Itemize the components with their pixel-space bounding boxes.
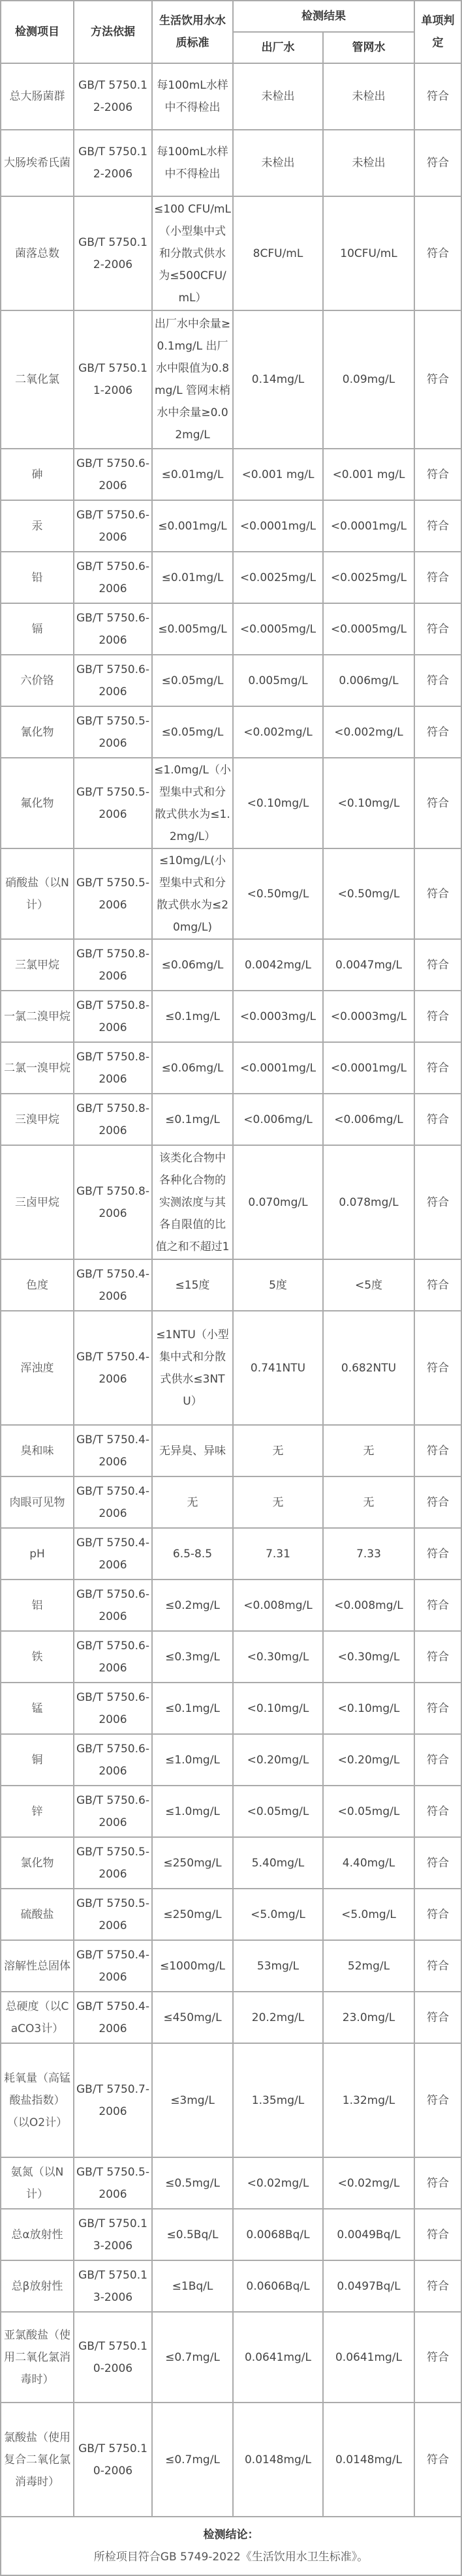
cell-plant: <0.02mg/L xyxy=(233,2157,323,2209)
cell-judge: 符合 xyxy=(414,848,461,939)
table-row xyxy=(1,130,461,196)
cell-network: <0.02mg/L xyxy=(323,2157,414,2209)
cell-judge: 符合 xyxy=(414,1940,461,1992)
cell-network: <0.0025mg/L xyxy=(323,552,414,603)
cell-item: 硫酸盐 xyxy=(1,1889,74,1940)
table-row xyxy=(1,1425,461,1476)
cell-method: GB/T 5750.4-2006 xyxy=(74,1311,152,1425)
cell-plant: 0.0148mg/L xyxy=(233,2403,323,2517)
cell-network: <0.05mg/L xyxy=(323,1786,414,1837)
cell-network: 7.33 xyxy=(323,1528,414,1580)
cell-limit: 该类化合物中各种化合物的实测浓度与其各自限值的比值之和不超过1 xyxy=(152,1145,233,1259)
cell-limit: ≤0.005mg/L xyxy=(152,603,233,655)
cell-method: GB/T 5750.8-2006 xyxy=(74,1145,152,1259)
cell-plant: <0.006mg/L xyxy=(233,1094,323,1145)
cell-item: 总β放射性 xyxy=(1,2260,74,2312)
cell-network: 0.682NTU xyxy=(323,1311,414,1425)
header-row-1 xyxy=(1,1,461,32)
cell-method: GB/T 5750.5-2006 xyxy=(74,2157,152,2209)
cell-method: GB/T 5750.6-2006 xyxy=(74,1734,152,1786)
cell-method: GB/T 5750.5-2006 xyxy=(74,706,152,758)
cell-item: 三氯甲烷 xyxy=(1,939,74,991)
table-row xyxy=(1,939,461,991)
cell-network: 0.078mg/L xyxy=(323,1145,414,1259)
cell-item: 硝酸盐（以N计） xyxy=(1,848,74,939)
cell-judge: 符合 xyxy=(414,552,461,603)
cell-method: GB/T 5750.10-2006 xyxy=(74,2312,152,2403)
table-row xyxy=(1,706,461,758)
cell-method: GB/T 5750.5-2006 xyxy=(74,848,152,939)
cell-limit: 无 xyxy=(152,1476,233,1528)
cell-limit: ≤0.7mg/L xyxy=(152,2403,233,2517)
cell-item: 一氯二溴甲烷 xyxy=(1,991,74,1042)
cell-limit: ≤0.1mg/L xyxy=(152,1094,233,1145)
cell-method: GB/T 5750.6-2006 xyxy=(74,603,152,655)
cell-judge: 符合 xyxy=(414,1683,461,1734)
cell-judge: 符合 xyxy=(414,449,461,500)
cell-network: 10CFU/mL xyxy=(323,196,414,310)
header-judge: 单项判定 xyxy=(414,1,461,63)
header-method: 方法依据 xyxy=(74,1,152,63)
conclusion-title: 检测结论： xyxy=(203,2528,259,2541)
cell-item: 汞 xyxy=(1,500,74,552)
cell-network: <0.30mg/L xyxy=(323,1631,414,1683)
cell-plant: 20.2mg/L xyxy=(233,1992,323,2043)
cell-method: GB/T 5750.6-2006 xyxy=(74,449,152,500)
cell-method: GB/T 5750.6-2006 xyxy=(74,1631,152,1683)
cell-judge: 符合 xyxy=(414,1094,461,1145)
table-row xyxy=(1,1889,461,1940)
cell-limit: ≤1.0mg/L xyxy=(152,1786,233,1837)
cell-limit: ≤0.3mg/L xyxy=(152,1631,233,1683)
cell-network: 0.09mg/L xyxy=(323,310,414,449)
cell-plant: <0.05mg/L xyxy=(233,1786,323,1837)
cell-judge: 符合 xyxy=(414,2043,461,2157)
conclusion-text: 所检项目符合GB 5749-2022《生活饮用水卫生标准》。 xyxy=(93,2551,369,2564)
cell-network: 0.0148mg/L xyxy=(323,2403,414,2517)
cell-item: 总大肠菌群 xyxy=(1,63,74,130)
cell-limit: ≤0.01mg/L xyxy=(152,552,233,603)
cell-plant: 0.14mg/L xyxy=(233,310,323,449)
cell-judge: 符合 xyxy=(414,1734,461,1786)
cell-method: GB/T 5750.5-2006 xyxy=(74,1837,152,1889)
table-body xyxy=(1,63,461,2517)
cell-network: 1.32mg/L xyxy=(323,2043,414,2157)
cell-network: 0.0497Bq/L xyxy=(323,2260,414,2312)
cell-judge: 符合 xyxy=(414,1311,461,1425)
cell-method: GB/T 5750.8-2006 xyxy=(74,1094,152,1145)
cell-method: GB/T 5750.6-2006 xyxy=(74,1580,152,1631)
cell-judge: 符合 xyxy=(414,2312,461,2403)
cell-method: GB/T 5750.5-2006 xyxy=(74,758,152,848)
cell-limit: ≤0.2mg/L xyxy=(152,1580,233,1631)
cell-plant: <0.0005mg/L xyxy=(233,603,323,655)
cell-item: 浑浊度 xyxy=(1,1311,74,1425)
cell-judge: 符合 xyxy=(414,1145,461,1259)
cell-limit: ≤0.5Bq/L xyxy=(152,2209,233,2260)
cell-limit: 无异臭、异味 xyxy=(152,1425,233,1476)
table-row xyxy=(1,1259,461,1311)
table-row xyxy=(1,1476,461,1528)
cell-network: <0.50mg/L xyxy=(323,848,414,939)
header-item: 检测项目 xyxy=(1,1,74,63)
cell-plant: 无 xyxy=(233,1425,323,1476)
cell-limit: ≤0.05mg/L xyxy=(152,706,233,758)
cell-limit: ≤0.7mg/L xyxy=(152,2312,233,2403)
table-row xyxy=(1,449,461,500)
table-row xyxy=(1,1311,461,1425)
cell-network: 0.006mg/L xyxy=(323,655,414,706)
cell-judge: 符合 xyxy=(414,1631,461,1683)
cell-item: 亚氯酸盐（使用二氧化氯消毒时） xyxy=(1,2312,74,2403)
cell-method: GB/T 5750.5-2006 xyxy=(74,1889,152,1940)
cell-network: 0.0049Bq/L xyxy=(323,2209,414,2260)
table-row xyxy=(1,1094,461,1145)
cell-item: 锰 xyxy=(1,1683,74,1734)
cell-method: GB/T 5750.8-2006 xyxy=(74,1042,152,1094)
cell-network: <0.001 mg/L xyxy=(323,449,414,500)
cell-network: 无 xyxy=(323,1476,414,1528)
cell-network: 未检出 xyxy=(323,63,414,130)
cell-judge: 符合 xyxy=(414,2260,461,2312)
cell-method: GB/T 5750.6-2006 xyxy=(74,500,152,552)
table-row xyxy=(1,1145,461,1259)
cell-judge: 符合 xyxy=(414,991,461,1042)
cell-method: GB/T 5750.4-2006 xyxy=(74,1528,152,1580)
conclusion-cell xyxy=(1,2517,461,2575)
header-result: 检测结果 xyxy=(233,1,414,32)
cell-network: <0.10mg/L xyxy=(323,1683,414,1734)
table-row xyxy=(1,1786,461,1837)
cell-judge: 符合 xyxy=(414,1528,461,1580)
table-row xyxy=(1,1683,461,1734)
table-row xyxy=(1,63,461,130)
cell-item: 二氯一溴甲烷 xyxy=(1,1042,74,1094)
cell-plant: 0.0641mg/L xyxy=(233,2312,323,2403)
cell-item: 镉 xyxy=(1,603,74,655)
cell-plant: 0.005mg/L xyxy=(233,655,323,706)
conclusion-row xyxy=(1,2517,461,2575)
cell-plant: <0.50mg/L xyxy=(233,848,323,939)
table-row xyxy=(1,500,461,552)
cell-plant: 5度 xyxy=(233,1259,323,1311)
cell-method: GB/T 5750.12-2006 xyxy=(74,130,152,196)
table-row xyxy=(1,2043,461,2157)
cell-network: <0.008mg/L xyxy=(323,1580,414,1631)
cell-judge: 符合 xyxy=(414,310,461,449)
cell-method: GB/T 5750.4-2006 xyxy=(74,1259,152,1311)
cell-judge: 符合 xyxy=(414,196,461,310)
cell-item: 氯化物 xyxy=(1,1837,74,1889)
cell-network: <0.0001mg/L xyxy=(323,1042,414,1094)
cell-network: 52mg/L xyxy=(323,1940,414,1992)
cell-judge: 符合 xyxy=(414,2403,461,2517)
table-row xyxy=(1,2403,461,2517)
cell-plant: 5.40mg/L xyxy=(233,1837,323,1889)
table-row xyxy=(1,1837,461,1889)
cell-network: <0.006mg/L xyxy=(323,1094,414,1145)
cell-item: 氰化物 xyxy=(1,706,74,758)
cell-network: <5.0mg/L xyxy=(323,1889,414,1940)
cell-judge: 符合 xyxy=(414,1425,461,1476)
cell-item: 二氧化氯 xyxy=(1,310,74,449)
cell-judge: 符合 xyxy=(414,500,461,552)
cell-plant: 0.0068Bq/L xyxy=(233,2209,323,2260)
cell-plant: <0.002mg/L xyxy=(233,706,323,758)
cell-judge: 符合 xyxy=(414,939,461,991)
cell-method: GB/T 5750.4-2006 xyxy=(74,1425,152,1476)
cell-method: GB/T 5750.13-2006 xyxy=(74,2209,152,2260)
cell-item: 三溴甲烷 xyxy=(1,1094,74,1145)
cell-item: 肉眼可见物 xyxy=(1,1476,74,1528)
cell-limit: 每100mL水样中不得检出 xyxy=(152,63,233,130)
table-row xyxy=(1,991,461,1042)
cell-network: 4.40mg/L xyxy=(323,1837,414,1889)
cell-judge: 符合 xyxy=(414,1837,461,1889)
cell-limit: ≤0.001mg/L xyxy=(152,500,233,552)
cell-judge: 符合 xyxy=(414,1992,461,2043)
cell-judge: 符合 xyxy=(414,63,461,130)
header-limit: 生活饮用水水质标准 xyxy=(152,1,233,63)
cell-limit: ≤250mg/L xyxy=(152,1889,233,1940)
cell-limit: 每100mL水样中不得检出 xyxy=(152,130,233,196)
cell-item: 大肠埃希氏菌 xyxy=(1,130,74,196)
cell-method: GB/T 5750.12-2006 xyxy=(74,63,152,130)
cell-item: 氯酸盐（使用复合二氧化氯消毒时） xyxy=(1,2403,74,2517)
table-row xyxy=(1,196,461,310)
cell-plant: 8CFU/mL xyxy=(233,196,323,310)
cell-plant: 未检出 xyxy=(233,130,323,196)
cell-network: <0.0005mg/L xyxy=(323,603,414,655)
cell-judge: 符合 xyxy=(414,1476,461,1528)
cell-method: GB/T 5750.4-2006 xyxy=(74,1992,152,2043)
cell-item: 氨氮（以N计） xyxy=(1,2157,74,2209)
table-row xyxy=(1,2260,461,2312)
table-row xyxy=(1,1631,461,1683)
cell-network: <5度 xyxy=(323,1259,414,1311)
cell-plant: 0.070mg/L xyxy=(233,1145,323,1259)
cell-method: GB/T 5750.8-2006 xyxy=(74,991,152,1042)
cell-item: 色度 xyxy=(1,1259,74,1311)
cell-judge: 符合 xyxy=(414,706,461,758)
cell-item: 铝 xyxy=(1,1580,74,1631)
table-row xyxy=(1,2209,461,2260)
cell-item: 耗氧量（高锰酸盐指数）（以O2计） xyxy=(1,2043,74,2157)
cell-item: 总硬度（以CaCO3计） xyxy=(1,1992,74,2043)
table-row xyxy=(1,1992,461,2043)
cell-plant: <0.30mg/L xyxy=(233,1631,323,1683)
cell-limit: ≤0.1mg/L xyxy=(152,1683,233,1734)
cell-plant: 未检出 xyxy=(233,63,323,130)
cell-item: 总α放射性 xyxy=(1,2209,74,2260)
cell-network: 无 xyxy=(323,1425,414,1476)
table-row xyxy=(1,1528,461,1580)
cell-network: 0.0641mg/L xyxy=(323,2312,414,2403)
cell-network: <0.10mg/L xyxy=(323,758,414,848)
cell-judge: 符合 xyxy=(414,1580,461,1631)
cell-plant: <0.001 mg/L xyxy=(233,449,323,500)
cell-plant: <0.0001mg/L xyxy=(233,1042,323,1094)
cell-limit: ≤0.06mg/L xyxy=(152,939,233,991)
cell-plant: 1.35mg/L xyxy=(233,2043,323,2157)
cell-limit: ≤15度 xyxy=(152,1259,233,1311)
cell-network: <0.0003mg/L xyxy=(323,991,414,1042)
cell-limit: ≤0.06mg/L xyxy=(152,1042,233,1094)
cell-item: 锌 xyxy=(1,1786,74,1837)
cell-item: 六价铬 xyxy=(1,655,74,706)
cell-limit: ≤0.1mg/L xyxy=(152,991,233,1042)
cell-limit: ≤450mg/L xyxy=(152,1992,233,2043)
cell-method: GB/T 5750.4-2006 xyxy=(74,1476,152,1528)
table-row xyxy=(1,848,461,939)
cell-method: GB/T 5750.11-2006 xyxy=(74,310,152,449)
cell-item: 铁 xyxy=(1,1631,74,1683)
cell-network: <0.20mg/L xyxy=(323,1734,414,1786)
table-row xyxy=(1,552,461,603)
cell-limit: ≤1Bq/L xyxy=(152,2260,233,2312)
cell-plant: 0.0606Bq/L xyxy=(233,2260,323,2312)
cell-judge: 符合 xyxy=(414,1259,461,1311)
cell-item: 铅 xyxy=(1,552,74,603)
table-row xyxy=(1,1734,461,1786)
cell-item: 菌落总数 xyxy=(1,196,74,310)
cell-plant: <0.0001mg/L xyxy=(233,500,323,552)
cell-plant: 53mg/L xyxy=(233,1940,323,1992)
cell-plant: <0.10mg/L xyxy=(233,1683,323,1734)
cell-limit: ≤1.0mg/L（小型集中式和分散式供水为≤1.2mg/L） xyxy=(152,758,233,848)
cell-item: pH xyxy=(1,1528,74,1580)
cell-limit: ≤1000mg/L xyxy=(152,1940,233,1992)
cell-network: 23.0mg/L xyxy=(323,1992,414,2043)
cell-judge: 符合 xyxy=(414,603,461,655)
cell-limit: ≤0.05mg/L xyxy=(152,655,233,706)
table-row xyxy=(1,1940,461,1992)
cell-limit: ≤1.0mg/L xyxy=(152,1734,233,1786)
cell-limit: 出厂水中余量≥0.1mg/L 出厂水中限值为0.8mg/L 管网末梢水中余量≥0.02mg/L xyxy=(152,310,233,449)
cell-limit: ≤0.5mg/L xyxy=(152,2157,233,2209)
header-network: 管网水 xyxy=(323,32,414,63)
cell-method: GB/T 5750.6-2006 xyxy=(74,552,152,603)
cell-plant: <0.0025mg/L xyxy=(233,552,323,603)
cell-item: 三卤甲烷 xyxy=(1,1145,74,1259)
cell-method: GB/T 5750.6-2006 xyxy=(74,1683,152,1734)
cell-plant: <0.20mg/L xyxy=(233,1734,323,1786)
cell-plant: 0.0042mg/L xyxy=(233,939,323,991)
cell-item: 臭和味 xyxy=(1,1425,74,1476)
table-row xyxy=(1,655,461,706)
cell-network: 未检出 xyxy=(323,130,414,196)
cell-limit: ≤250mg/L xyxy=(152,1837,233,1889)
cell-limit: 6.5-8.5 xyxy=(152,1528,233,1580)
cell-network: 0.0047mg/L xyxy=(323,939,414,991)
cell-limit: ≤0.01mg/L xyxy=(152,449,233,500)
cell-method: GB/T 5750.6-2006 xyxy=(74,1786,152,1837)
cell-method: GB/T 5750.8-2006 xyxy=(74,939,152,991)
cell-limit: ≤3mg/L xyxy=(152,2043,233,2157)
cell-plant: 7.31 xyxy=(233,1528,323,1580)
cell-plant: <0.0003mg/L xyxy=(233,991,323,1042)
cell-network: <0.0001mg/L xyxy=(323,500,414,552)
cell-judge: 符合 xyxy=(414,1042,461,1094)
cell-method: GB/T 5750.12-2006 xyxy=(74,196,152,310)
cell-method: GB/T 5750.10-2006 xyxy=(74,2403,152,2517)
cell-judge: 符合 xyxy=(414,1889,461,1940)
cell-judge: 符合 xyxy=(414,2157,461,2209)
cell-judge: 符合 xyxy=(414,1786,461,1837)
cell-method: GB/T 5750.13-2006 xyxy=(74,2260,152,2312)
cell-network: <0.002mg/L xyxy=(323,706,414,758)
cell-method: GB/T 5750.6-2006 xyxy=(74,655,152,706)
cell-plant: <0.10mg/L xyxy=(233,758,323,848)
table-row xyxy=(1,1580,461,1631)
cell-item: 铜 xyxy=(1,1734,74,1786)
cell-limit: ≤1NTU（小型集中式和分散式供水≤3NTU） xyxy=(152,1311,233,1425)
cell-plant: <0.008mg/L xyxy=(233,1580,323,1631)
table-row xyxy=(1,2157,461,2209)
cell-judge: 符合 xyxy=(414,758,461,848)
table-row xyxy=(1,758,461,848)
cell-plant: 无 xyxy=(233,1476,323,1528)
cell-item: 溶解性总固体 xyxy=(1,1940,74,1992)
cell-judge: 符合 xyxy=(414,130,461,196)
cell-judge: 符合 xyxy=(414,2209,461,2260)
cell-limit: ≤10mg/L(小型集中式和分散式供水为≤20mg/L) xyxy=(152,848,233,939)
cell-item: 氟化物 xyxy=(1,758,74,848)
cell-method: GB/T 5750.4-2006 xyxy=(74,1940,152,1992)
table-row xyxy=(1,603,461,655)
cell-judge: 符合 xyxy=(414,655,461,706)
cell-plant: 0.741NTU xyxy=(233,1311,323,1425)
cell-item: 砷 xyxy=(1,449,74,500)
cell-limit: ≤100 CFU/mL（小型集中式和分散式供水为≤500CFU/mL） xyxy=(152,196,233,310)
table-row xyxy=(1,310,461,449)
header-plant: 出厂水 xyxy=(233,32,323,63)
table-row xyxy=(1,1042,461,1094)
cell-method: GB/T 5750.7-2006 xyxy=(74,2043,152,2157)
table-row xyxy=(1,2312,461,2403)
cell-plant: <5.0mg/L xyxy=(233,1889,323,1940)
